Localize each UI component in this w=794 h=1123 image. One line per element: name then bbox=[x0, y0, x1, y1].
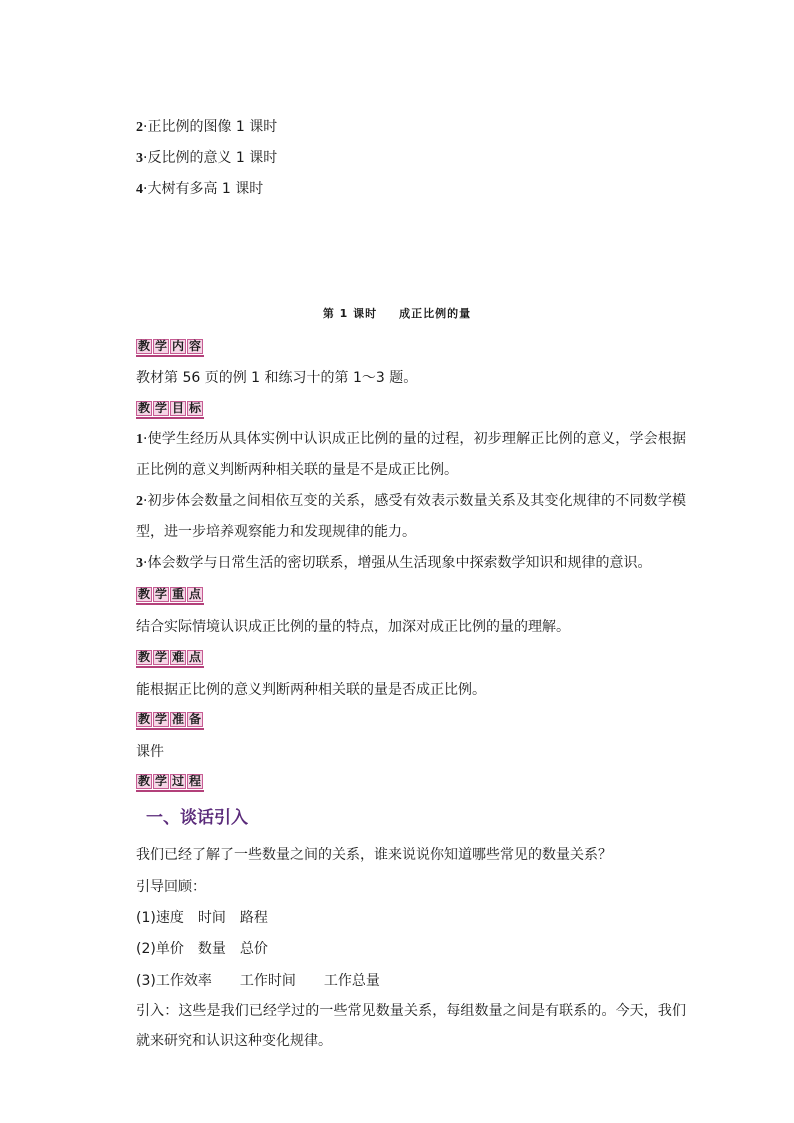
section-tag-content: 教 学 内 容 bbox=[136, 339, 204, 357]
part1-question: 我们已经了解了一些数量之间的关系，谁来说说你知道哪些常见的数量关系？ bbox=[136, 847, 612, 863]
goal-item: 3·体会数学与日常生活的密切联系，增强从生活现象中探索数学知识和规律的意识。 bbox=[136, 555, 652, 571]
relation-2: (2)单价 数量 总价 bbox=[136, 941, 268, 957]
prep-text: 课件 bbox=[136, 744, 164, 760]
toc-item: 2·正比例的图像 1 课时 bbox=[136, 119, 278, 135]
section-tag-key: 教 学 重 点 bbox=[136, 587, 204, 605]
relation-1: (1)速度 时间 路程 bbox=[136, 910, 268, 926]
section-tag-process: 教 学 过 程 bbox=[136, 774, 204, 792]
toc-item: 3·反比例的意义 1 课时 bbox=[136, 150, 278, 166]
section-tag-difficulty: 教 学 难 点 bbox=[136, 650, 204, 668]
difficulty-text: 能根据正比例的意义判断两种相关联的量是否成正比例。 bbox=[136, 682, 486, 698]
part1-intro: 引入：这些是我们已经学过的一些常见数量关系，每组数量之间是有联系的。今天，我们就来研究和认识这种变化规律。 bbox=[136, 1003, 686, 1049]
goal-item: 1·使学生经历从具体实例中认识成正比例的量的过程，初步理解正比例的意义，学会根据正比例的意义判断两种相关联的量是不是成正比例。 bbox=[136, 431, 686, 478]
key-text: 结合实际情境认识成正比例的量的特点，加深对成正比例的量的理解。 bbox=[136, 619, 570, 635]
content-text: 教材第 56 页的例 1 和练习十的第 1～3 题。 bbox=[136, 370, 418, 386]
relation-3: (3)工作效率 工作时间 工作总量 bbox=[136, 973, 380, 989]
goal-item: 2·初步体会数量之间相依互变的关系，感受有效表示数量关系及其变化规律的不同数学模型，进一步培养观察能力和发现规律的能力。 bbox=[136, 493, 686, 540]
part1-heading: 一、谈话引入 bbox=[146, 808, 248, 828]
section-tag-goals: 教 学 目 标 bbox=[136, 401, 204, 419]
lesson-title: 第 1 课时 成正比例的量 bbox=[322, 307, 472, 320]
toc-item: 4·大树有多高 1 课时 bbox=[136, 181, 264, 197]
section-tag-prep: 教 学 准 备 bbox=[136, 712, 204, 730]
part1-guide: 引导回顾： bbox=[136, 879, 206, 895]
